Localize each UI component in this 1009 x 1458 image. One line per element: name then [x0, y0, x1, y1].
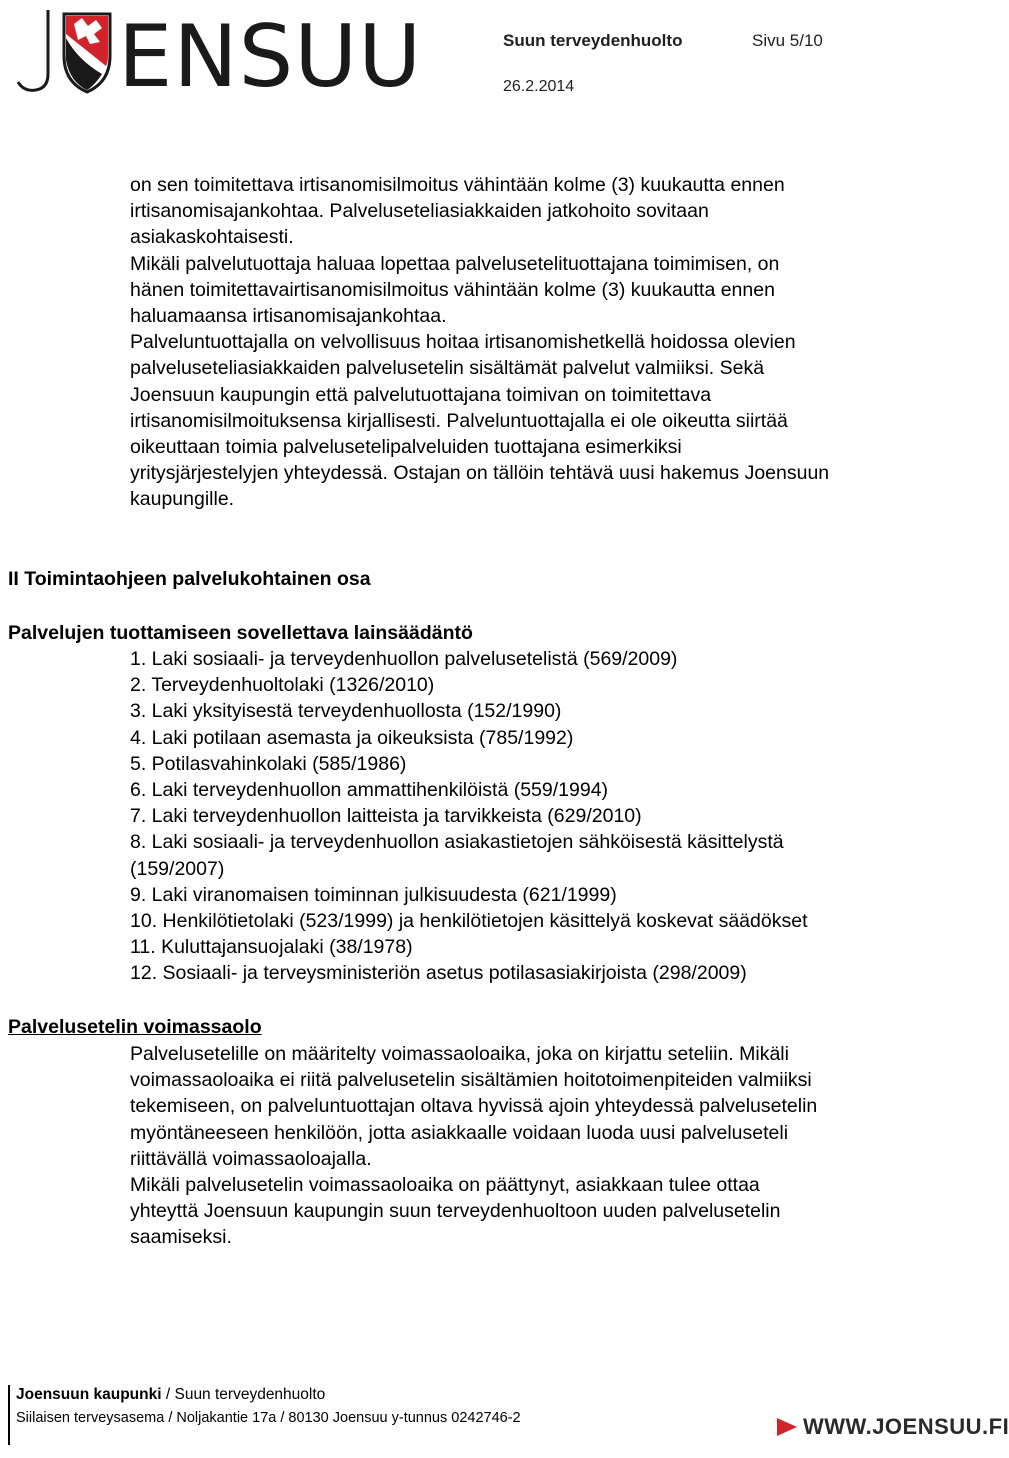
list-item: 7. Laki terveydenhuollon laitteista ja tarvikkeista (629/2010): [130, 805, 642, 828]
text-line: Joensuun kaupungin että palvelutuottajana toimivan on toimitettava: [130, 383, 712, 406]
text-line: tekemiseen, on palveluntuottajan oltava hyvissä ajoin yhteydessä palvelusetelin: [130, 1095, 818, 1118]
coat-of-arms-icon: [64, 14, 110, 92]
text-line: Palvelusetelille on määritelty voimassaoloaika, joka on kirjattu seteliin. Mikäli: [130, 1043, 789, 1065]
list-item: (159/2007): [130, 857, 225, 880]
text-line: palveluseteliasiakkaiden palvelusetelin sisältämät palvelut valmiiksi. Sekä: [130, 357, 765, 380]
list-item: 6. Laki terveydenhuollon ammattihenkilöistä (559/1994): [130, 779, 609, 802]
text-line: kaupungille.: [130, 488, 235, 511]
text-line: yhteyttä Joensuun kaupungin suun terveydenhuoltoon uuden palvelusetelin: [130, 1200, 781, 1223]
legislation-heading: Palvelujen tuottamiseen sovellettava lainsäädäntö: [8, 622, 473, 644]
joensuu-logo: [14, 4, 434, 107]
footer-address: Siilaisen terveysasema / Noljakantie 17a / 80130 Joensuu y-tunnus 0242746-2: [16, 1410, 521, 1426]
text-line: oikeuttaan toimia palvelusetelipalveluiden tuottajana esimerkiksi: [130, 436, 682, 459]
text-line: on sen toimitettava irtisanomisilmoitus vähintään kolme (3) kuukautta ennen: [130, 174, 785, 196]
text-line: irtisanomisajankohtaa. Palveluseteliasiakkaiden jatkohoito sovitaan: [130, 200, 709, 223]
text-line: Mikäli palvelusetelin voimassaoloaika on päättynyt, asiakkaan tulee ottaa: [130, 1174, 760, 1197]
text-line: myöntäneeseen henkilöön, jotta asiakkaalle voidaan luoda uusi palveluseteli: [130, 1121, 789, 1144]
legislation-list: [130, 646, 930, 987]
text-line: irtisanomisilmoituksensa kirjallisesti. Palveluntuottajalla ei ole oikeutta siirtää: [130, 409, 788, 432]
logo-wordmark: ENSUU: [118, 7, 423, 107]
text-line: voimassaoloaika ei riitä palvelusetelin sisältämien hoitotoimenpiteiden valmiiksi: [130, 1069, 812, 1092]
list-item: 9. Laki viranomaisen toiminnan julkisuudesta (621/1999): [130, 883, 617, 906]
validity-paragraph: [130, 1041, 930, 1251]
footer-organization: [16, 1386, 325, 1404]
section-title: II Toimintaohjeen palvelukohtainen osa: [8, 568, 371, 590]
list-item: 8. Laki sosiaali- ja terveydenhuollon asiakastietojen sähköisestä käsittelystä: [130, 831, 784, 854]
continuation-paragraph: [130, 172, 930, 513]
list-item: 10. Henkilötietolaki (523/1999) ja henkilötietojen käsittelyä koskevat säädökset: [130, 910, 808, 933]
list-item: 4. Laki potilaan asemasta ja oikeuksista (785/1992): [130, 726, 574, 749]
text-line: asiakaskohtaisesti.: [130, 226, 294, 249]
list-item: 3. Laki yksityisestä terveydenhuollosta (152/1990): [130, 700, 562, 723]
list-item: 5. Potilasvahinkolaki (585/1986): [130, 752, 407, 775]
website-url[interactable]: WWW.JOENSUU.FI: [803, 1414, 1009, 1439]
list-item: 2. Terveydenhuoltolaki (1326/2010): [130, 674, 435, 697]
footer-org-rest: / Suun terveydenhuolto: [161, 1386, 326, 1403]
list-item: 12. Sosiaali- ja terveysministeriön asetus potilasasiakirjoista (298/2009): [130, 962, 747, 985]
header-organization: Suun terveydenhuolto: [503, 31, 683, 50]
logo-graphic: [14, 4, 434, 107]
list-item: 1. Laki sosiaali- ja terveydenhuollon palvelusetelistä (569/2009): [130, 648, 678, 670]
text-line: hänen toimitettavairtisanomisilmoitus vähintään kolme (3) kuukautta ennen: [130, 278, 775, 301]
text-line: Palveluntuottajalla on velvollisuus hoitaa irtisanomishetkellä hoidossa olevien: [130, 331, 796, 354]
validity-heading: Palvelusetelin voimassaolo: [8, 1016, 262, 1038]
list-item: 11. Kuluttajansuojalaki (38/1978): [130, 936, 413, 959]
document-date: 26.2.2014: [503, 78, 575, 95]
text-line: riittävällä voimassaoloajalla.: [130, 1147, 372, 1170]
text-line: yritysjärjestelyjen yhteydessä. Ostajan on tällöin tehtävä uusi hakemus Joensuun: [130, 462, 830, 485]
text-line: haluamaansa irtisanomisajankohtaa.: [130, 305, 447, 328]
arrow-play-icon: [775, 1414, 799, 1440]
page-number: Sivu 5/10: [752, 31, 823, 50]
footer-divider: [8, 1385, 10, 1445]
text-line: Mikäli palvelutuottaja haluaa lopettaa palvelusetelituottajana toimimisen, on: [130, 252, 780, 275]
text-line: saamiseksi.: [130, 1226, 232, 1249]
footer-org-bold: Joensuun kaupunki: [16, 1386, 162, 1403]
